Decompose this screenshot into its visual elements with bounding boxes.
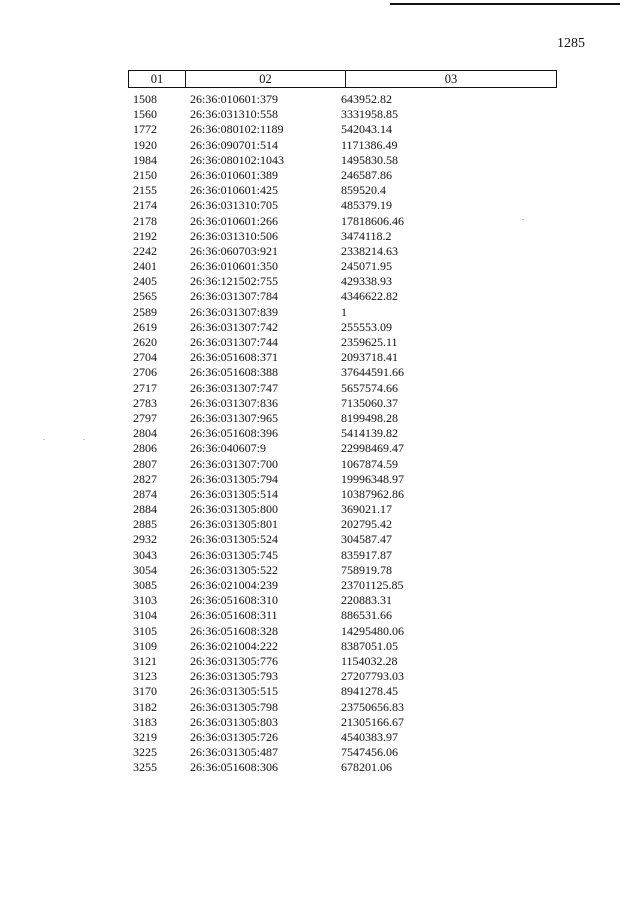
cadastral-number: 26:36:031305:776 [190,653,279,668]
cadastral-number: 26:36:031310:705 [190,198,279,213]
value: 1171386.49 [341,137,398,152]
table-row [0,563,640,578]
value: 1067874.59 [341,456,398,471]
cadastral-number: 26:36:010601:266 [190,213,279,228]
header-col-01: 01 [150,72,164,86]
value: 678201.06 [341,760,392,775]
value: 23701125.85 [341,578,404,592]
table-row [0,730,640,745]
value: 3331958.85 [341,107,398,122]
row-id: 2806 [133,441,157,456]
table-row [0,183,640,198]
row-id: 2589 [133,304,157,319]
value: 10387962.86 [341,486,404,501]
cadastral-number: 26:36:021004:239 [190,578,279,592]
value: 1495830.58 [341,152,398,167]
row-id: 2807 [133,456,157,471]
value: 245071.95 [341,259,392,274]
value: 22998469.47 [341,441,404,456]
row-id: 3103 [133,593,157,608]
value: 2338214.63 [341,243,398,258]
row-id: 2150 [133,167,157,182]
row-id: 3085 [133,578,157,592]
table-row [0,457,640,472]
table-row [0,700,640,715]
table-row [0,578,640,593]
value: 1154032.28 [341,653,398,668]
value: 542043.14 [341,122,392,137]
cadastral-number: 26:36:051608:396 [190,426,279,441]
row-id: 1560 [133,107,157,122]
cadastral-number: 26:36:031305:487 [190,745,279,760]
row-id: 3104 [133,608,157,623]
row-id: 3170 [133,684,157,699]
row-id: 2797 [133,410,157,425]
row-id: 3043 [133,547,157,562]
row-id: 2619 [133,319,157,334]
row-id: 2192 [133,228,157,243]
value: 8387051.05 [341,638,398,653]
cadastral-number: 26:36:031305:515 [190,684,279,699]
value: 2359625.11 [341,335,398,349]
cadastral-number: 26:36:031305:514 [190,486,279,501]
page-number: 1285 [557,36,585,51]
value: 246587.86 [341,167,392,182]
cadastral-number: 26:36:031305:726 [190,729,279,744]
cadastral-number: 26:36:031307:747 [190,380,279,395]
table-row [0,684,640,699]
cadastral-number: 26:36:031305:803 [190,714,279,729]
row-id: 1508 [133,92,157,106]
value: 27207793.03 [341,669,404,684]
cadastral-number: 26:36:031307:839 [190,304,279,319]
cadastral-number: 26:36:010601:425 [190,183,279,198]
row-id: 3123 [133,669,157,684]
table-row [0,593,640,608]
cadastral-number: 26:36:031307:836 [190,395,279,410]
cadastral-number: 26:36:031307:784 [190,289,279,304]
cadastral-number: 26:36:090701:514 [190,137,279,152]
value: 14295480.06 [341,623,404,638]
cadastral-number: 26:36:010601:379 [190,92,279,106]
cadastral-number: 26:36:031305:745 [190,547,279,562]
row-id: 2174 [133,198,157,213]
row-id: 2565 [133,289,157,304]
row-id: 2620 [133,335,157,349]
table-row [0,745,640,760]
table-row [0,259,640,274]
row-id: 2401 [133,259,157,274]
row-id: 3225 [133,745,157,760]
value: 19996348.97 [341,471,404,486]
table-row [0,639,640,654]
row-id: 2178 [133,213,157,228]
cadastral-number: 26:36:031305:524 [190,532,279,547]
table-row [0,487,640,502]
table-body [0,92,640,775]
table-row [0,168,640,183]
cadastral-number: 26:36:031307:700 [190,456,279,471]
top-rule [390,3,620,5]
row-id: 3105 [133,623,157,638]
row-id: 3255 [133,760,157,775]
row-id: 2242 [133,243,157,258]
cadastral-number: 26:36:031310:558 [190,107,279,122]
value: 37644591.66 [341,365,404,380]
table-row [0,381,640,396]
row-id: 2874 [133,486,157,501]
value: 8199498.28 [341,410,398,425]
value: 7547456.06 [341,745,398,760]
value: 1 [341,304,347,319]
row-id: 3109 [133,638,157,653]
cadastral-number: 26:36:031307:744 [190,335,279,349]
row-id: 2405 [133,274,157,289]
table-row [0,532,640,547]
table-row [0,441,640,456]
cadastral-number: 26:36:031310:506 [190,228,279,243]
row-id: 3054 [133,562,157,577]
table-row [0,624,640,639]
table-row [0,244,640,259]
value: 255553.09 [341,319,392,334]
cadastral-number: 26:36:051608:371 [190,350,279,365]
value: 2093718.41 [341,350,398,365]
row-id: 2804 [133,426,157,441]
value: 4346622.82 [341,289,398,304]
value: 23750656.83 [341,699,404,714]
header-col-02: 02 [259,72,272,86]
row-id: 3121 [133,653,157,668]
table-row [0,426,640,441]
value: 886531.66 [341,608,392,623]
value: 369021.17 [341,502,392,517]
table-row [0,122,640,137]
table-row [0,214,640,229]
table-header [128,70,557,88]
table-row [0,350,640,365]
value: 485379.19 [341,198,392,213]
table-row [0,669,640,684]
row-id: 2783 [133,395,157,410]
table-row [0,396,640,411]
table-row [0,289,640,304]
cadastral-number: 26:36:051608:388 [190,365,279,380]
table-row [0,608,640,623]
table-row [0,502,640,517]
scan-speck: . [522,212,525,222]
row-id: 1772 [133,122,157,137]
value: 643952.82 [341,92,392,106]
table-row [0,153,640,168]
cadastral-number: 26:36:031305:800 [190,502,279,517]
table-row [0,654,640,669]
value: 220883.31 [341,593,392,608]
table-row [0,517,640,532]
table-row [0,760,640,775]
cadastral-number: 26:36:051608:311 [190,608,278,623]
cadastral-number: 26:36:051608:310 [190,593,279,608]
cadastral-number: 26:36:031305:794 [190,471,279,486]
table-row [0,472,640,487]
value: 21305166.67 [341,714,404,729]
cadastral-number: 26:36:121502:755 [190,274,279,289]
cadastral-number: 26:36:010601:389 [190,167,279,182]
cadastral-number: 26:36:031307:965 [190,410,279,425]
table-row [0,335,640,350]
row-id: 2704 [133,350,157,365]
row-id: 1920 [133,137,157,152]
table-row [0,107,640,122]
cadastral-number: 26:36:040607:9 [190,441,267,456]
cadastral-number: 26:36:060703:921 [190,243,279,258]
table-row [0,92,640,107]
cadastral-number: 26:36:031305:801 [190,517,279,532]
cadastral-number: 26:36:031307:742 [190,319,279,334]
scan-speck: . [83,432,86,442]
cadastral-number: 26:36:021004:222 [190,638,279,653]
cadastral-number: 26:36:031305:793 [190,669,279,684]
value: 17818606.46 [341,213,404,228]
table-row [0,229,640,244]
cadastral-number: 26:36:051608:328 [190,623,279,638]
row-id: 2706 [133,365,157,380]
row-id: 2827 [133,471,157,486]
value: 758919.78 [341,562,392,577]
header-col-03: 03 [444,72,458,86]
row-id: 3182 [133,699,157,714]
value: 429338.93 [341,274,392,289]
value: 304587.47 [341,532,392,547]
cadastral-number: 26:36:080102:1043 [190,152,285,167]
row-id: 2885 [133,517,157,532]
value: 3474118.2 [341,228,392,243]
value: 202795.42 [341,517,392,532]
value: 5657574.66 [341,380,398,395]
row-id: 2717 [133,380,157,395]
row-id: 1984 [133,152,157,167]
row-id: 3183 [133,714,157,729]
value: 5414139.82 [341,426,398,441]
table-row [0,365,640,380]
row-id: 2155 [133,183,157,198]
table-row [0,198,640,213]
value: 4540383.97 [341,729,398,744]
cadastral-number: 26:36:080102:1189 [190,122,284,137]
cadastral-number: 26:36:051608:306 [190,760,279,775]
cadastral-number: 26:36:031305:522 [190,562,279,577]
table-row [0,715,640,730]
scan-speck: . [43,432,46,442]
row-id: 2932 [133,532,157,547]
row-id: 3219 [133,729,157,744]
table-row [0,138,640,153]
table-row [0,320,640,335]
value: 7135060.37 [341,395,398,410]
value: 8941278.45 [341,684,398,699]
table-row [0,411,640,426]
value: 835917.87 [341,547,392,562]
cadastral-number: 26:36:031305:798 [190,699,279,714]
table-row [0,274,640,289]
value: 859520.4 [341,183,386,198]
table-row [0,548,640,563]
cadastral-number: 26:36:010601:350 [190,259,279,274]
row-id: 2884 [133,502,157,517]
table-row [0,305,640,320]
